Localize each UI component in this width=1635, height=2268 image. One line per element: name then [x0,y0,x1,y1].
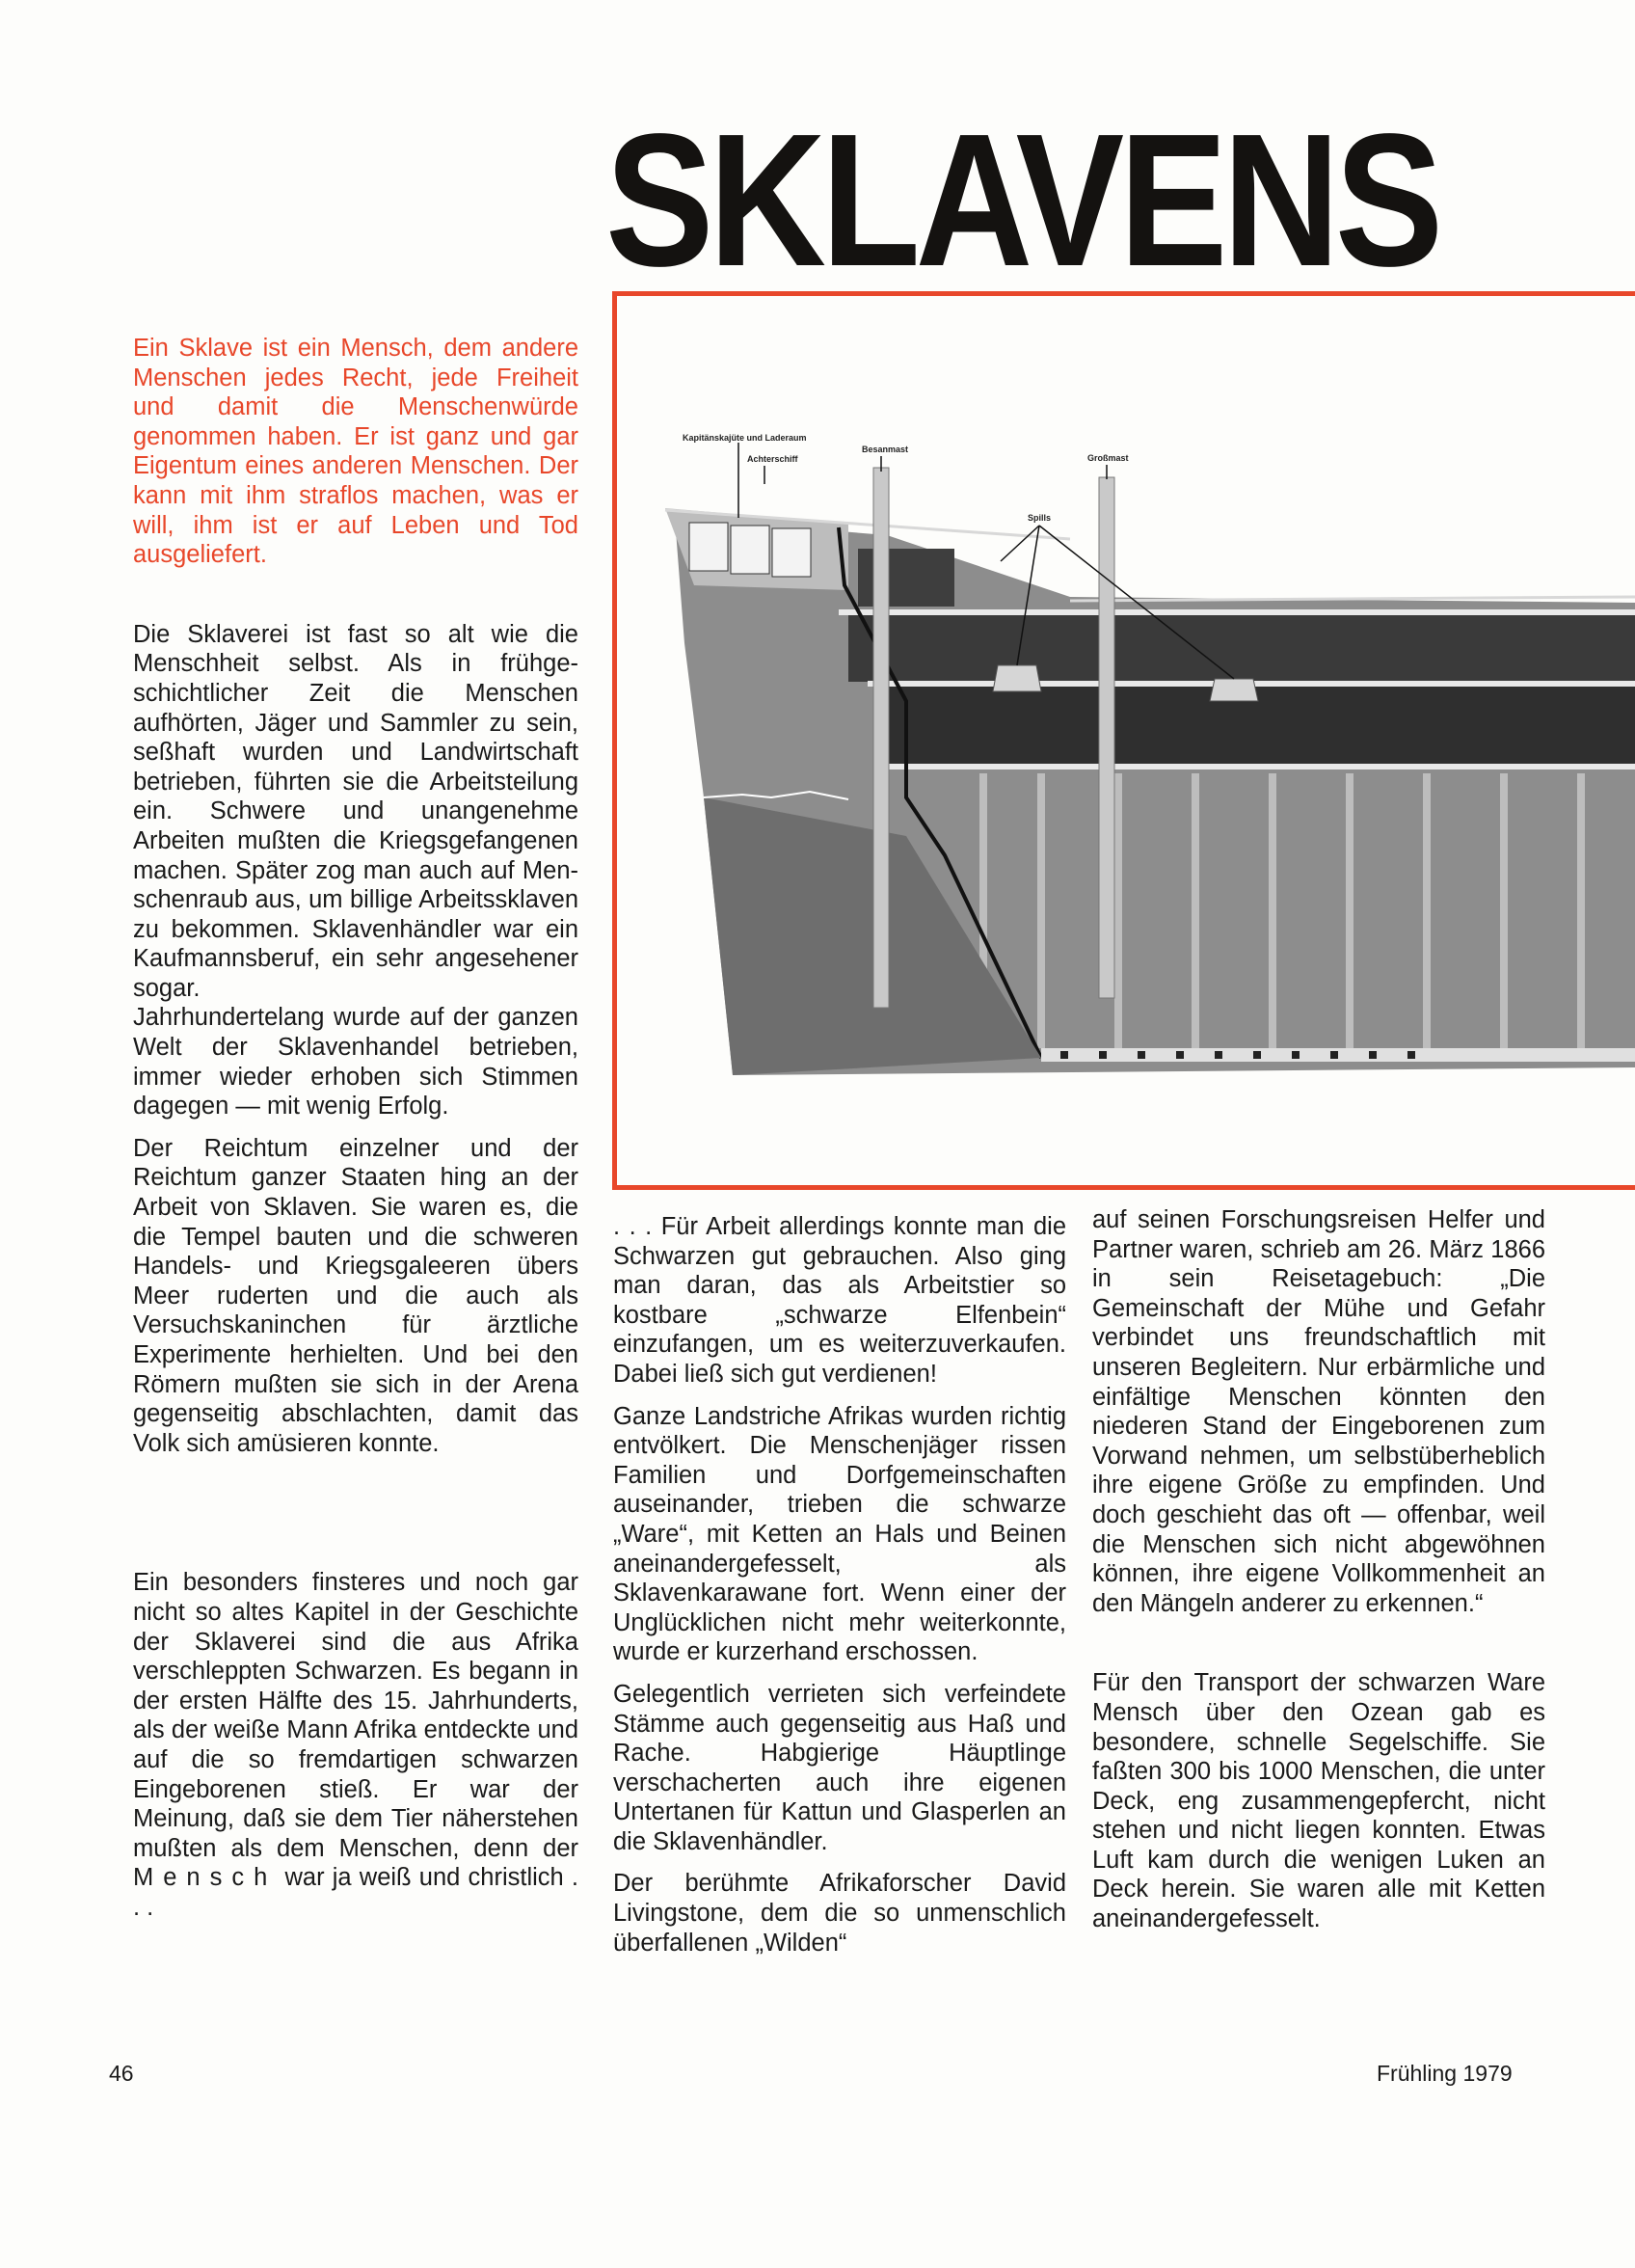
label-grossmast: Großmast [1087,453,1129,463]
emphasized-word: Mensch [133,1864,278,1892]
column-3 [1092,1205,1545,1947]
issue-label: Frühling 1979 [1377,2061,1513,2086]
paragraph: Jahrhundertelang wurde auf der ganzen Welt der Sklavenhandel betrieben, immer wieder erhoben sich Stimmen dagegen — mit wenig Erfolg. [133,1004,578,1120]
paragraph [133,1568,578,1922]
paragraph: Die Sklaverei ist fast so alt wie die Menschheit selbst. Als in frühgeschichtlicher Zeit die Menschen aufhörten, Jäger und Sammler zu sein, seßhaft wurden und Landwirtschaft betrieben, führten sie die Arbeitsteilung ein. Schwere und unangenehme Arbeiten mußten die Kriegsgefangenen machen. Später zog man auch auf Menschenraub aus, um billige Arbeitssklaven zu bekommen. Sklavenhändler war ein Kaufmannsberuf, ein sehr angesehener sogar. [133,620,578,1002]
headline: SKLAVENS [605,94,1439,306]
paragraph-text: Ein besonders finsteres und noch gar nicht so altes Kapitel in der Geschichte der Sklaverei sind die aus Afrika verschleppten Schwarzen. Es begann in der ersten Hälfte des 15. Jahrhunderts, als der weiße Mann Afrika entdeckte und auf die so fremdartigen schwarzen Eingeborenen stieß. Er war der Meinung, daß sie dem Tier näherstehen mußten als dem Menschen, denn der [133,1569,578,1862]
label-besanmast: Besanmast [862,445,909,454]
column-1 [133,334,578,1935]
label-spills: Spills [1028,513,1052,523]
paragraph: . . . Für Arbeit allerdings konnte man die Schwarzen gut gebrauchen. Also ging man daran, das als Arbeitstier so kostbare „schwarze Elfenbein“ einzufangen, um es weiterzuverkaufen. Dabei ließ sich gut verdienen! [613,1213,1066,1388]
paragraph: Der Reichtum einzelner und der Reichtum ganzer Staaten hing an der Arbeit von Sklaven. Sie waren es, die die Tempel bauten und die schweren Handels- und Kriegsgaleeren übers Meer ruderten und die auch als Versuchskaninchen für ärztliche Experimente herhielten. Und bei den Römern mußten sie sich in der Arena gegenseitig abschlachten, damit das Volk sich amüsieren konnte. [133,1134,578,1457]
paragraph: Der berühmte Afrikaforscher David Livingstone, dem die so unmenschlich überfallenen „Wilden“ [613,1870,1066,1957]
paragraph-text: war ja weiß und christlich . . . [133,1864,578,1921]
intro-paragraph: Ein Sklave ist ein Mensch, dem andere Menschen jedes Recht, jede Freiheit und damit die Menschenwürde genommen haben. Er ist ganz und gar Eigentum eines anderen Menschen. Der kann mit ihm straflos machen, was er will, ihm ist er auf Leben und Tod ausgeliefert. [133,335,578,569]
page-number: 46 [109,2061,134,2086]
label-achterschiff: Achterschiff [747,454,798,464]
paragraph: auf seinen Forschungsreisen Helfer und Partner waren, schrieb am 26. März 1866 in sein Reisetagebuch: „Die Gemeinschaft der Mühe und Gefahr verbindet uns freundschaftlich mit unseren Begleitern. Nur erbärmliche und einfältige Menschen könnten den niederen Stand der Eingeborenen zum Vorwand nehmen, um selbstüberheblich ihre eigene Größe zu empfinden. Und doch geschieht das oft — offenbar, weil die Menschen sich nicht abgewöhnen können, ihre eigene Vollkommenheit an den Mängeln anderer zu erkennen.“ [1092,1206,1545,1617]
paragraph: Für den Transport der schwarzen Ware Mensch über den Ozean gab es besondere, schnelle Segelschiffe. Sie faßten 300 bis 1000 Menschen, die unter Deck, eng zusammengepfercht, nicht stehen und nicht liegen konnten. Etwas Luft kam durch die wenigen Luken an Deck herein. Sie waren alle mit Ketten aneinandergefesselt. [1092,1669,1545,1933]
label-kapitaenskajuete: Kapitänskajüte und Laderaum [683,433,807,443]
paragraph: Gelegentlich verrieten sich verfeindete Stämme auch gegenseitig aus Haß und Rache. Habgierige Häuptlinge verschacherten auch ihre eigenen Untertanen für Kattun und Glasperlen an die Sklavenhändler. [613,1680,1066,1855]
slave-ship-cross-section-illustration [617,296,1635,1185]
column-2 [613,1212,1066,1970]
paragraph: Ganze Landstriche Afrikas wurden richtig entvölkert. Die Menschenjäger rissen Familien und Dorfgemeinschaften auseinander, trieben die schwarze „Ware“, mit Ketten an Hals und Beinen aneinandergefesselt, als Sklavenkarawane fort. Wenn einer der Unglücklichen nicht mehr weiterkonnte, wurde er kurzerhand erschossen. [613,1402,1066,1666]
